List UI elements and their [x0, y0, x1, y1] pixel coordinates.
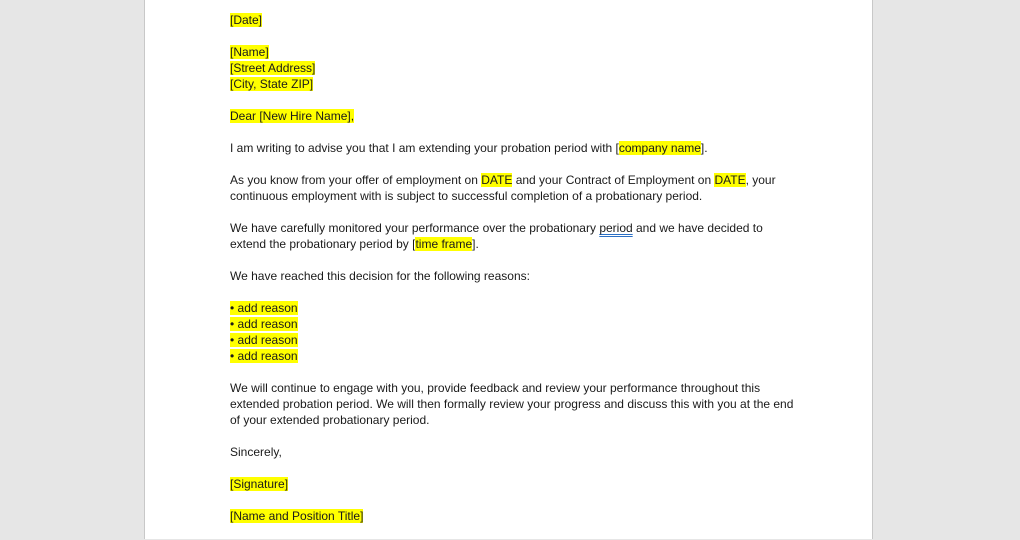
offer-date-placeholder: DATE: [481, 173, 513, 187]
paragraph-1: [230, 140, 800, 156]
reason-placeholder: • add reason: [230, 301, 298, 315]
para3-text-2: and we have decided to extend the probationary period by [: [230, 221, 763, 251]
para1-text: I am writing to advise you that I am extending your probation period with [: [230, 141, 619, 155]
para1-end: ].: [700, 141, 708, 155]
document-page: [144, 0, 873, 539]
signature-placeholder: [Signature]: [230, 477, 289, 491]
paragraph-3: [230, 220, 800, 252]
letter-body[interactable]: [230, 12, 800, 540]
closing: Sincerely,: [230, 445, 282, 459]
city-placeholder: [City, State ZIP]: [230, 77, 314, 91]
list-item: [230, 316, 800, 332]
reasons-intro: We have reached this decision for the following reasons:: [230, 269, 530, 283]
timeframe-placeholder: time frame: [415, 237, 473, 251]
date-line: [230, 12, 800, 28]
grammar-flagged-word[interactable]: period: [599, 221, 633, 235]
contract-date-placeholder: DATE: [714, 173, 746, 187]
date-placeholder: [Date]: [230, 13, 263, 27]
reason-placeholder: • add reason: [230, 349, 298, 363]
address-block: [230, 44, 800, 92]
paragraph-4: We will continue to engage with you, provide feedback and review your performance throughout this extended probation period. We will then formally review your progress and discuss this with you at the end of your extended probationary period.: [230, 381, 794, 427]
street-placeholder: [Street Address]: [230, 61, 316, 75]
name-placeholder: [Name]: [230, 45, 269, 59]
list-item: [230, 300, 800, 316]
company-placeholder: company name: [618, 141, 701, 155]
name-title-placeholder: [Name and Position Title]: [230, 509, 364, 523]
signature-line: [230, 476, 800, 492]
para2-text-3: , your continuous employment with is subject to successful completion of a probationary period.: [230, 173, 776, 203]
reason-placeholder: • add reason: [230, 333, 298, 347]
name-title-line: [230, 508, 800, 524]
reasons-list: [230, 300, 800, 364]
para2-text-2: and your Contract of Employment on: [512, 173, 715, 187]
reason-placeholder: • add reason: [230, 317, 298, 331]
para3-text-1: We have carefully monitored your performance over the probationary: [230, 221, 600, 235]
salutation-placeholder: Dear [New Hire Name],: [230, 109, 355, 123]
para2-text-1: As you know from your offer of employment on: [230, 173, 482, 187]
salutation: [230, 108, 800, 124]
paragraph-2: [230, 172, 800, 204]
para3-text-3: ].: [472, 237, 479, 251]
list-item: [230, 332, 800, 348]
list-item: [230, 348, 800, 364]
